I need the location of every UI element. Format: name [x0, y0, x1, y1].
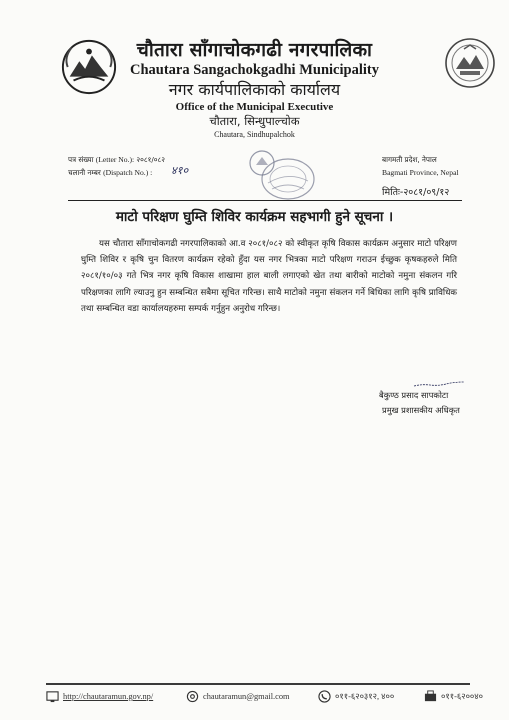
office-seal-stamp	[238, 145, 318, 205]
notice-subject: माटो परिक्षण घुम्ति शिविर कार्यक्रम सहभागी हुने सूचना ।	[115, 209, 394, 225]
document-date: मितिः-२०८१/०९/१२	[382, 187, 450, 198]
website-link[interactable]: http://chautaramun.gov.np/	[63, 692, 154, 701]
letter-label-en: (Letter No.):	[95, 155, 135, 164]
phone-icon	[318, 690, 331, 703]
website-icon	[46, 690, 59, 703]
phone-number: ०११-६२०३१२, ४००	[335, 692, 395, 701]
office-name-np: नगर कार्यपालिकाको कार्यालय	[168, 80, 341, 99]
signature	[412, 378, 468, 388]
municipality-name-np: चौतारा साँगाचोकगढी नगरपालिका	[136, 39, 373, 61]
footer-phone	[318, 690, 394, 703]
place-np: चौतारा, सिन्धुपाल्चोक	[209, 114, 300, 128]
office-name-en: Office of the Municipal Executive	[175, 101, 334, 113]
email-icon	[186, 690, 199, 703]
dispatch-label-np: चलानी नम्बर	[68, 168, 101, 177]
footer-divider	[46, 683, 470, 685]
letter-number	[68, 155, 165, 165]
header-divider	[68, 200, 462, 201]
fax-icon	[424, 690, 437, 703]
letter-value: २०८१/०८२	[136, 155, 165, 164]
footer-fax	[424, 690, 483, 703]
footer-website	[46, 690, 153, 703]
fax-number: ०११-६२००४०	[441, 692, 483, 701]
notice-body: यस चौतारा साँगाचोकगढी नगरपालिकाको आ.व २०८१/०८२ को स्वीकृत कृषि विकास कार्यक्रम अनुसार माटो परिक्षण घुम्ति शिविर र कृषि चुन वितरण कार्यक्रम रहेको हुँदा यस नगर भित्रका माटो परिक्षण गराउन ईच्छुक कृषकहरुले मिति २०८१/१०/०३ गते भित्र नगर कृषि विकास शाखामा हाल बाली लगाएको खेत तथा बारीको माटोको नमुना संकलन गरि परिक्षणका लागि ल्याउनु हुन सम्बन्धित सबैमा सूचित गरिन्छ। साथै माटोको नमुना संकलन गर्ने बिधिका लागि कृषि प्राविधिक तथा सम्बन्धित वडा कार्यालयहरुमा सम्पर्क गर्नुहुन अनुरोध गरिन्छ।	[81, 239, 457, 314]
dispatch-label-en: (Dispatch No.) :	[103, 168, 153, 177]
municipality-name-en: Chautara Sangachokgadhi Municipality	[130, 62, 379, 78]
email-address[interactable]: chautaramun@gmail.com	[203, 692, 290, 701]
signatory-title: प्रमुख प्रशासकीय अधिकृत	[382, 405, 460, 415]
province-en	[382, 168, 459, 177]
province-np: बागमती प्रदेश, नेपाल	[382, 155, 437, 164]
dispatch-number	[68, 168, 152, 178]
place-en: Chautara, Sindhupalchok	[214, 130, 295, 139]
signatory-name: बैकुण्ठ प्रसाद सापकोटा	[379, 390, 449, 400]
dispatch-value: ४१०	[171, 164, 189, 177]
province-en-text: Bagmati Province, Nepal	[382, 168, 459, 177]
footer-email	[186, 690, 290, 703]
letter-label-np: पत्र संख्या	[68, 155, 94, 164]
